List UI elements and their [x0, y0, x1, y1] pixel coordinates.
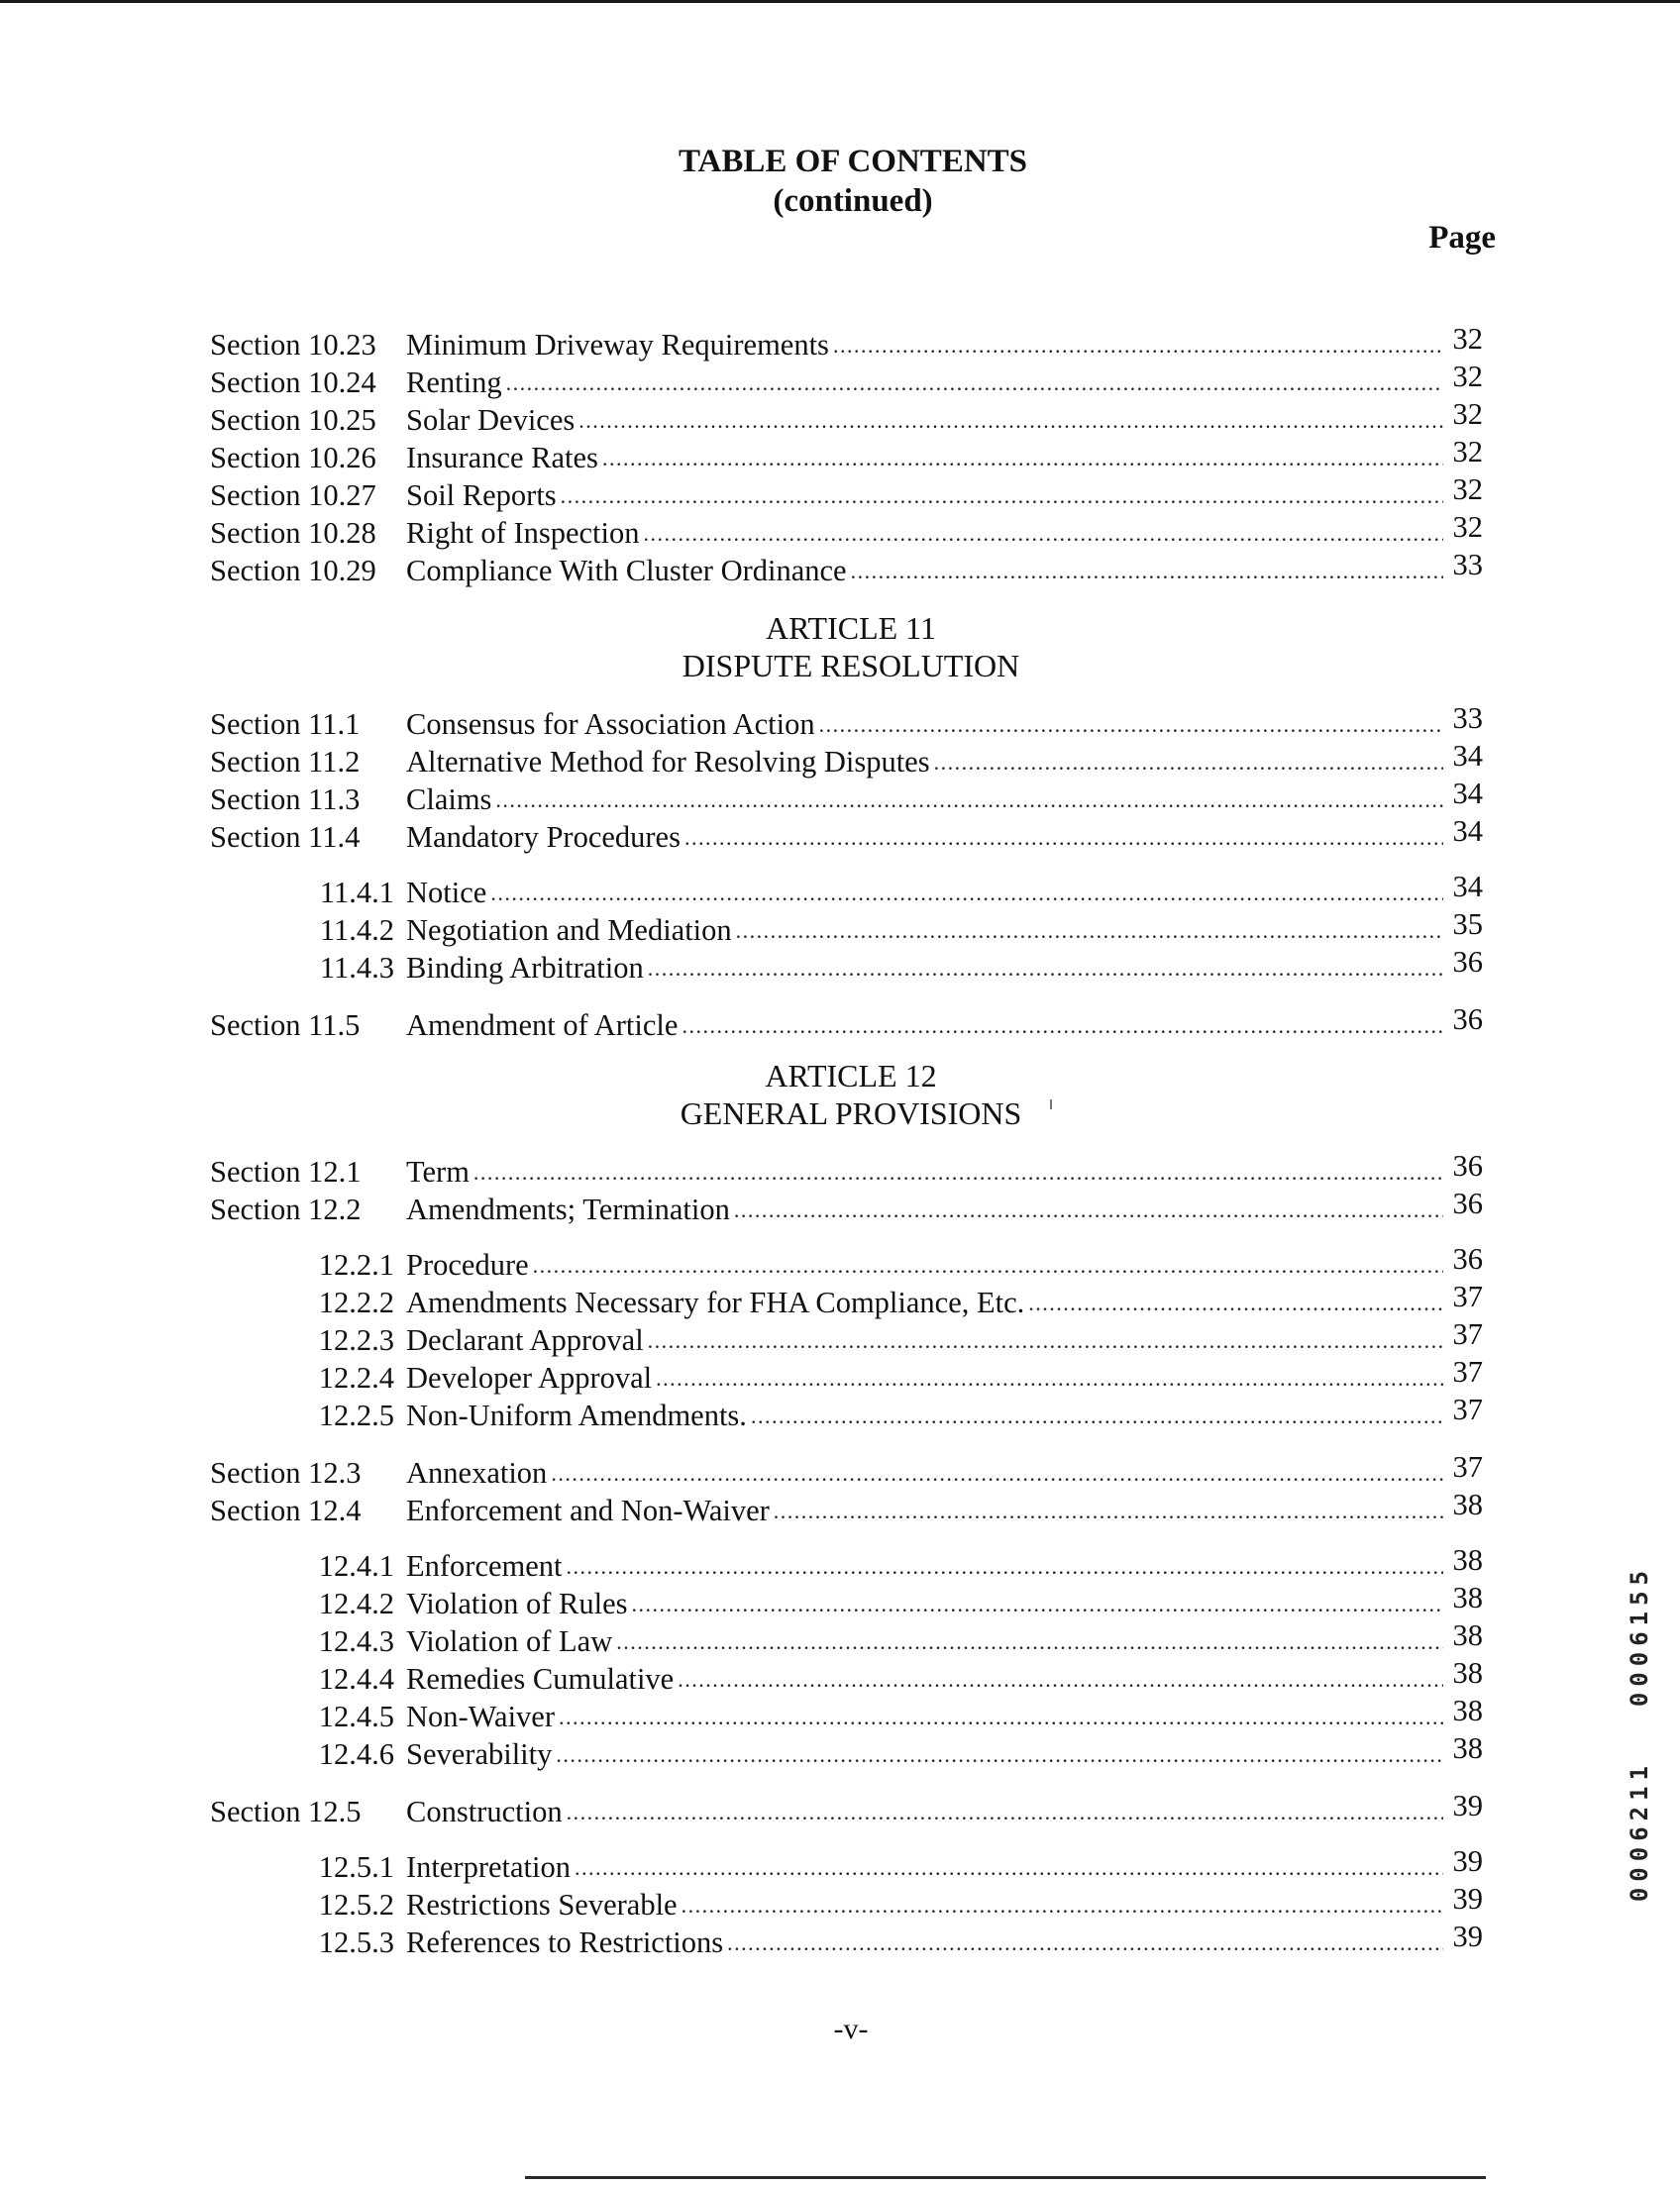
entry-title: Amendments Necessary for FHA Compliance, Etc.	[406, 1286, 1025, 1319]
dot-leader	[736, 909, 1443, 950]
dot-leader	[559, 1696, 1443, 1736]
entry-page: 35	[1452, 907, 1483, 941]
entry-title: Procedure	[406, 1248, 529, 1282]
article-11-title: DISPUTE RESOLUTION	[682, 648, 1020, 683]
dot-leader	[819, 703, 1443, 744]
entry-number: 12.4.4	[318, 1662, 394, 1696]
entry-title: Declarant Approval	[406, 1323, 644, 1357]
entry-page: 36	[1452, 1149, 1483, 1183]
dot-leader	[682, 1004, 1443, 1045]
top-scan-edge	[0, 0, 1680, 3]
dot-leader	[616, 1620, 1443, 1661]
entry-title: Enforcement	[406, 1549, 563, 1583]
entry-number: Section 12.5	[210, 1795, 362, 1828]
entry-page: 36	[1452, 945, 1483, 979]
toc-subentry[interactable]	[210, 1393, 1483, 1434]
entry-page: 33	[1452, 548, 1483, 581]
entry-number: Section 10.23	[210, 328, 376, 362]
toc-entry[interactable]	[210, 739, 1483, 780]
toc-entry[interactable]	[210, 435, 1483, 476]
entry-number: 11.4.1	[319, 876, 394, 909]
entry-page: 32	[1452, 322, 1483, 356]
entry-title: Amendment of Article	[406, 1008, 679, 1042]
entry-page: 38	[1452, 1694, 1483, 1727]
entry-page: 38	[1452, 1656, 1483, 1690]
entry-page: 38	[1452, 1731, 1483, 1765]
toc-subentry[interactable]	[210, 1731, 1483, 1773]
dot-leader	[851, 550, 1443, 590]
dot-leader	[575, 1846, 1443, 1887]
entry-number: Section 10.27	[210, 478, 376, 512]
entry-title: Mandatory Procedures	[406, 820, 681, 854]
article-12-title: GENERAL PROVISIONS	[680, 1095, 1022, 1131]
entry-title: Remedies Cumulative	[406, 1662, 675, 1696]
entry-number: Section 12.1	[210, 1155, 362, 1189]
entry-page: 37	[1452, 1450, 1483, 1484]
entry-title: Violation of Rules	[406, 1587, 628, 1620]
entry-page: 38	[1452, 1581, 1483, 1614]
entry-title: Solar Devices	[406, 403, 576, 437]
entry-title: Notice	[406, 876, 487, 909]
dot-leader	[490, 872, 1443, 912]
entry-title: Construction	[406, 1795, 563, 1828]
toc-subentry[interactable]	[210, 1618, 1483, 1660]
entry-page: 36	[1452, 1187, 1483, 1220]
entry-number: Section 10.26	[210, 441, 376, 474]
entry-page: 37	[1452, 1355, 1483, 1389]
toc-subentry[interactable]	[210, 1317, 1483, 1359]
entry-page: 34	[1452, 777, 1483, 810]
toc-subentry[interactable]	[210, 1656, 1483, 1698]
entry-number: 12.4.3	[318, 1624, 394, 1658]
page-column-label: Page	[1428, 220, 1496, 256]
dot-leader	[678, 1658, 1443, 1699]
entry-page: 39	[1452, 1920, 1483, 1953]
dot-leader	[567, 1791, 1443, 1831]
dot-leader	[684, 816, 1443, 857]
entry-page: 39	[1452, 1844, 1483, 1878]
article-12-number: ARTICLE 12	[765, 1058, 937, 1093]
bottom-scan-edge	[525, 2176, 1486, 2179]
dot-leader	[656, 1357, 1443, 1398]
dot-leader	[495, 779, 1443, 819]
entry-number: 12.4.5	[318, 1700, 394, 1733]
entry-title: Violation of Law	[406, 1624, 613, 1658]
dot-leader	[632, 1583, 1443, 1623]
entry-number: 12.4.1	[318, 1549, 394, 1583]
entry-title: Developer Approval	[406, 1361, 653, 1395]
entry-title: Non-Uniform Amendments.	[406, 1399, 747, 1432]
page-title: TABLE OF CONTENTS	[678, 144, 1028, 179]
entry-number: Section 11.3	[210, 782, 361, 816]
toc-entry[interactable]	[210, 1149, 1483, 1191]
dot-leader	[506, 362, 1443, 402]
entry-number: 12.2.1	[318, 1248, 394, 1282]
toc-entry[interactable]	[210, 472, 1483, 514]
entry-title: Enforcement and Non-Waiver	[406, 1494, 770, 1527]
toc-entry[interactable]	[210, 548, 1483, 589]
entry-page: 36	[1452, 1002, 1483, 1036]
dot-leader	[734, 1189, 1443, 1229]
dot-leader	[833, 324, 1443, 364]
dot-leader	[644, 512, 1444, 553]
entry-title: Insurance Rates	[406, 441, 598, 474]
toc-subentry[interactable]	[210, 1581, 1483, 1622]
entry-number: 12.4.6	[318, 1737, 394, 1771]
scan-mark	[1050, 1099, 1052, 1109]
toc-entry[interactable]	[210, 360, 1483, 401]
dot-leader	[648, 947, 1443, 988]
toc-entry[interactable]	[210, 510, 1483, 552]
entry-number: 12.4.2	[318, 1587, 394, 1620]
entry-page: 38	[1452, 1488, 1483, 1521]
entry-title: Alternative Method for Resolving Disputes	[406, 745, 930, 779]
entry-number: 11.4.3	[319, 951, 394, 985]
entry-page: 37	[1452, 1317, 1483, 1351]
entry-number: Section 10.28	[210, 516, 376, 550]
entry-title: Soil Reports	[406, 478, 557, 512]
entry-number: Section 10.29	[210, 554, 376, 587]
entry-title: Renting	[406, 365, 502, 399]
entry-title: Claims	[406, 782, 492, 816]
dot-leader	[533, 1244, 1443, 1285]
entry-number: 12.5.1	[318, 1850, 394, 1884]
dot-leader	[561, 474, 1443, 515]
toc-entry[interactable]	[210, 1488, 1483, 1529]
entry-number: Section 11.2	[210, 745, 361, 779]
entry-page: 32	[1452, 397, 1483, 431]
dot-leader	[578, 399, 1443, 440]
entry-title: Interpretation	[406, 1850, 571, 1884]
dot-leader	[1028, 1282, 1443, 1322]
dot-leader	[551, 1452, 1443, 1493]
article-11-number: ARTICLE 11	[766, 610, 936, 646]
entry-page: 32	[1452, 435, 1483, 468]
stamp-line-2: 0006211	[1626, 1759, 1653, 1902]
entry-number: Section 10.24	[210, 365, 376, 399]
toc-subentry[interactable]	[210, 1920, 1483, 1961]
toc-entry[interactable]	[210, 1450, 1483, 1492]
toc-subentry[interactable]	[210, 1543, 1483, 1585]
entry-title: Annexation	[406, 1456, 548, 1490]
entry-page: 36	[1452, 1242, 1483, 1276]
entry-number: 12.2.5	[318, 1399, 394, 1432]
entry-page: 34	[1452, 739, 1483, 773]
entry-number: 12.2.4	[318, 1361, 394, 1395]
entry-number: 11.4.2	[319, 913, 394, 947]
dot-leader	[934, 741, 1443, 781]
dot-leader	[556, 1733, 1443, 1774]
dot-leader	[682, 1884, 1443, 1925]
entry-page: 32	[1452, 472, 1483, 506]
entry-number: Section 10.25	[210, 403, 376, 437]
toc-subentry[interactable]	[210, 1694, 1483, 1735]
entry-number: 12.2.2	[318, 1286, 394, 1319]
entry-number: Section 11.5	[210, 1008, 361, 1042]
entry-title: Consensus for Association Action	[406, 707, 815, 741]
toc-subentry[interactable]	[210, 1280, 1483, 1321]
entry-number: Section 11.4	[210, 820, 361, 854]
dot-leader	[727, 1922, 1443, 1962]
entry-title: References to Restrictions	[406, 1925, 724, 1959]
dot-leader	[567, 1545, 1443, 1586]
dot-leader	[473, 1151, 1443, 1192]
entry-title: Minimum Driveway Requirements	[406, 328, 829, 362]
stamp-line-1: 0006155	[1626, 1565, 1653, 1708]
toc-subentry[interactable]	[210, 1882, 1483, 1924]
toc-entry[interactable]	[210, 701, 1483, 743]
toc-subentry[interactable]	[210, 945, 1483, 987]
toc-entry[interactable]	[210, 814, 1483, 856]
entry-number: 12.5.3	[318, 1925, 394, 1959]
entry-page: 37	[1452, 1393, 1483, 1426]
entry-number: Section 12.2	[210, 1193, 362, 1226]
entry-title: Non-Waiver	[406, 1700, 555, 1733]
entry-number: 12.5.2	[318, 1888, 394, 1922]
entry-page: 34	[1452, 814, 1483, 848]
toc-entry[interactable]	[210, 322, 1483, 364]
margin-bates-stamp	[1625, 1565, 1654, 1902]
entry-title: Binding Arbitration	[406, 951, 644, 985]
entry-page: 32	[1452, 510, 1483, 544]
entry-title: Restrictions Severable	[406, 1888, 678, 1922]
entry-title: Negotiation and Mediation	[406, 913, 732, 947]
toc-subentry[interactable]	[210, 1355, 1483, 1397]
page-number: -v-	[833, 2013, 869, 2045]
entry-title: Term	[406, 1155, 470, 1189]
dot-leader	[751, 1395, 1443, 1435]
entry-title: Severability	[406, 1737, 553, 1771]
entry-title: Compliance With Cluster Ordinance	[406, 554, 847, 587]
entry-page: 39	[1452, 1789, 1483, 1822]
toc-entry[interactable]	[210, 1789, 1483, 1830]
toc-entry[interactable]	[210, 1002, 1483, 1044]
toc-subentry[interactable]	[210, 1242, 1483, 1284]
toc-subentry[interactable]	[210, 870, 1483, 911]
toc-entry[interactable]	[210, 777, 1483, 818]
entry-page: 38	[1452, 1543, 1483, 1577]
dot-leader	[602, 437, 1443, 477]
entry-title: Amendments; Termination	[406, 1193, 730, 1226]
toc-subentry[interactable]	[210, 1844, 1483, 1886]
entry-number: Section 12.4	[210, 1494, 362, 1527]
page-subtitle: (continued)	[773, 183, 933, 219]
entry-number: Section 11.1	[210, 707, 361, 741]
entry-number: 12.2.3	[318, 1323, 394, 1357]
entry-page: 37	[1452, 1280, 1483, 1313]
entry-page: 32	[1452, 360, 1483, 393]
entry-page: 34	[1452, 870, 1483, 903]
toc-entry[interactable]	[210, 397, 1483, 439]
toc-subentry[interactable]	[210, 907, 1483, 949]
dot-leader	[774, 1490, 1443, 1530]
entry-page: 38	[1452, 1618, 1483, 1652]
dot-leader	[648, 1319, 1443, 1360]
entry-page: 39	[1452, 1882, 1483, 1916]
toc-entry[interactable]	[210, 1187, 1483, 1228]
entry-title: Right of Inspection	[406, 516, 640, 550]
entry-number: Section 12.3	[210, 1456, 362, 1490]
entry-page: 33	[1452, 701, 1483, 735]
